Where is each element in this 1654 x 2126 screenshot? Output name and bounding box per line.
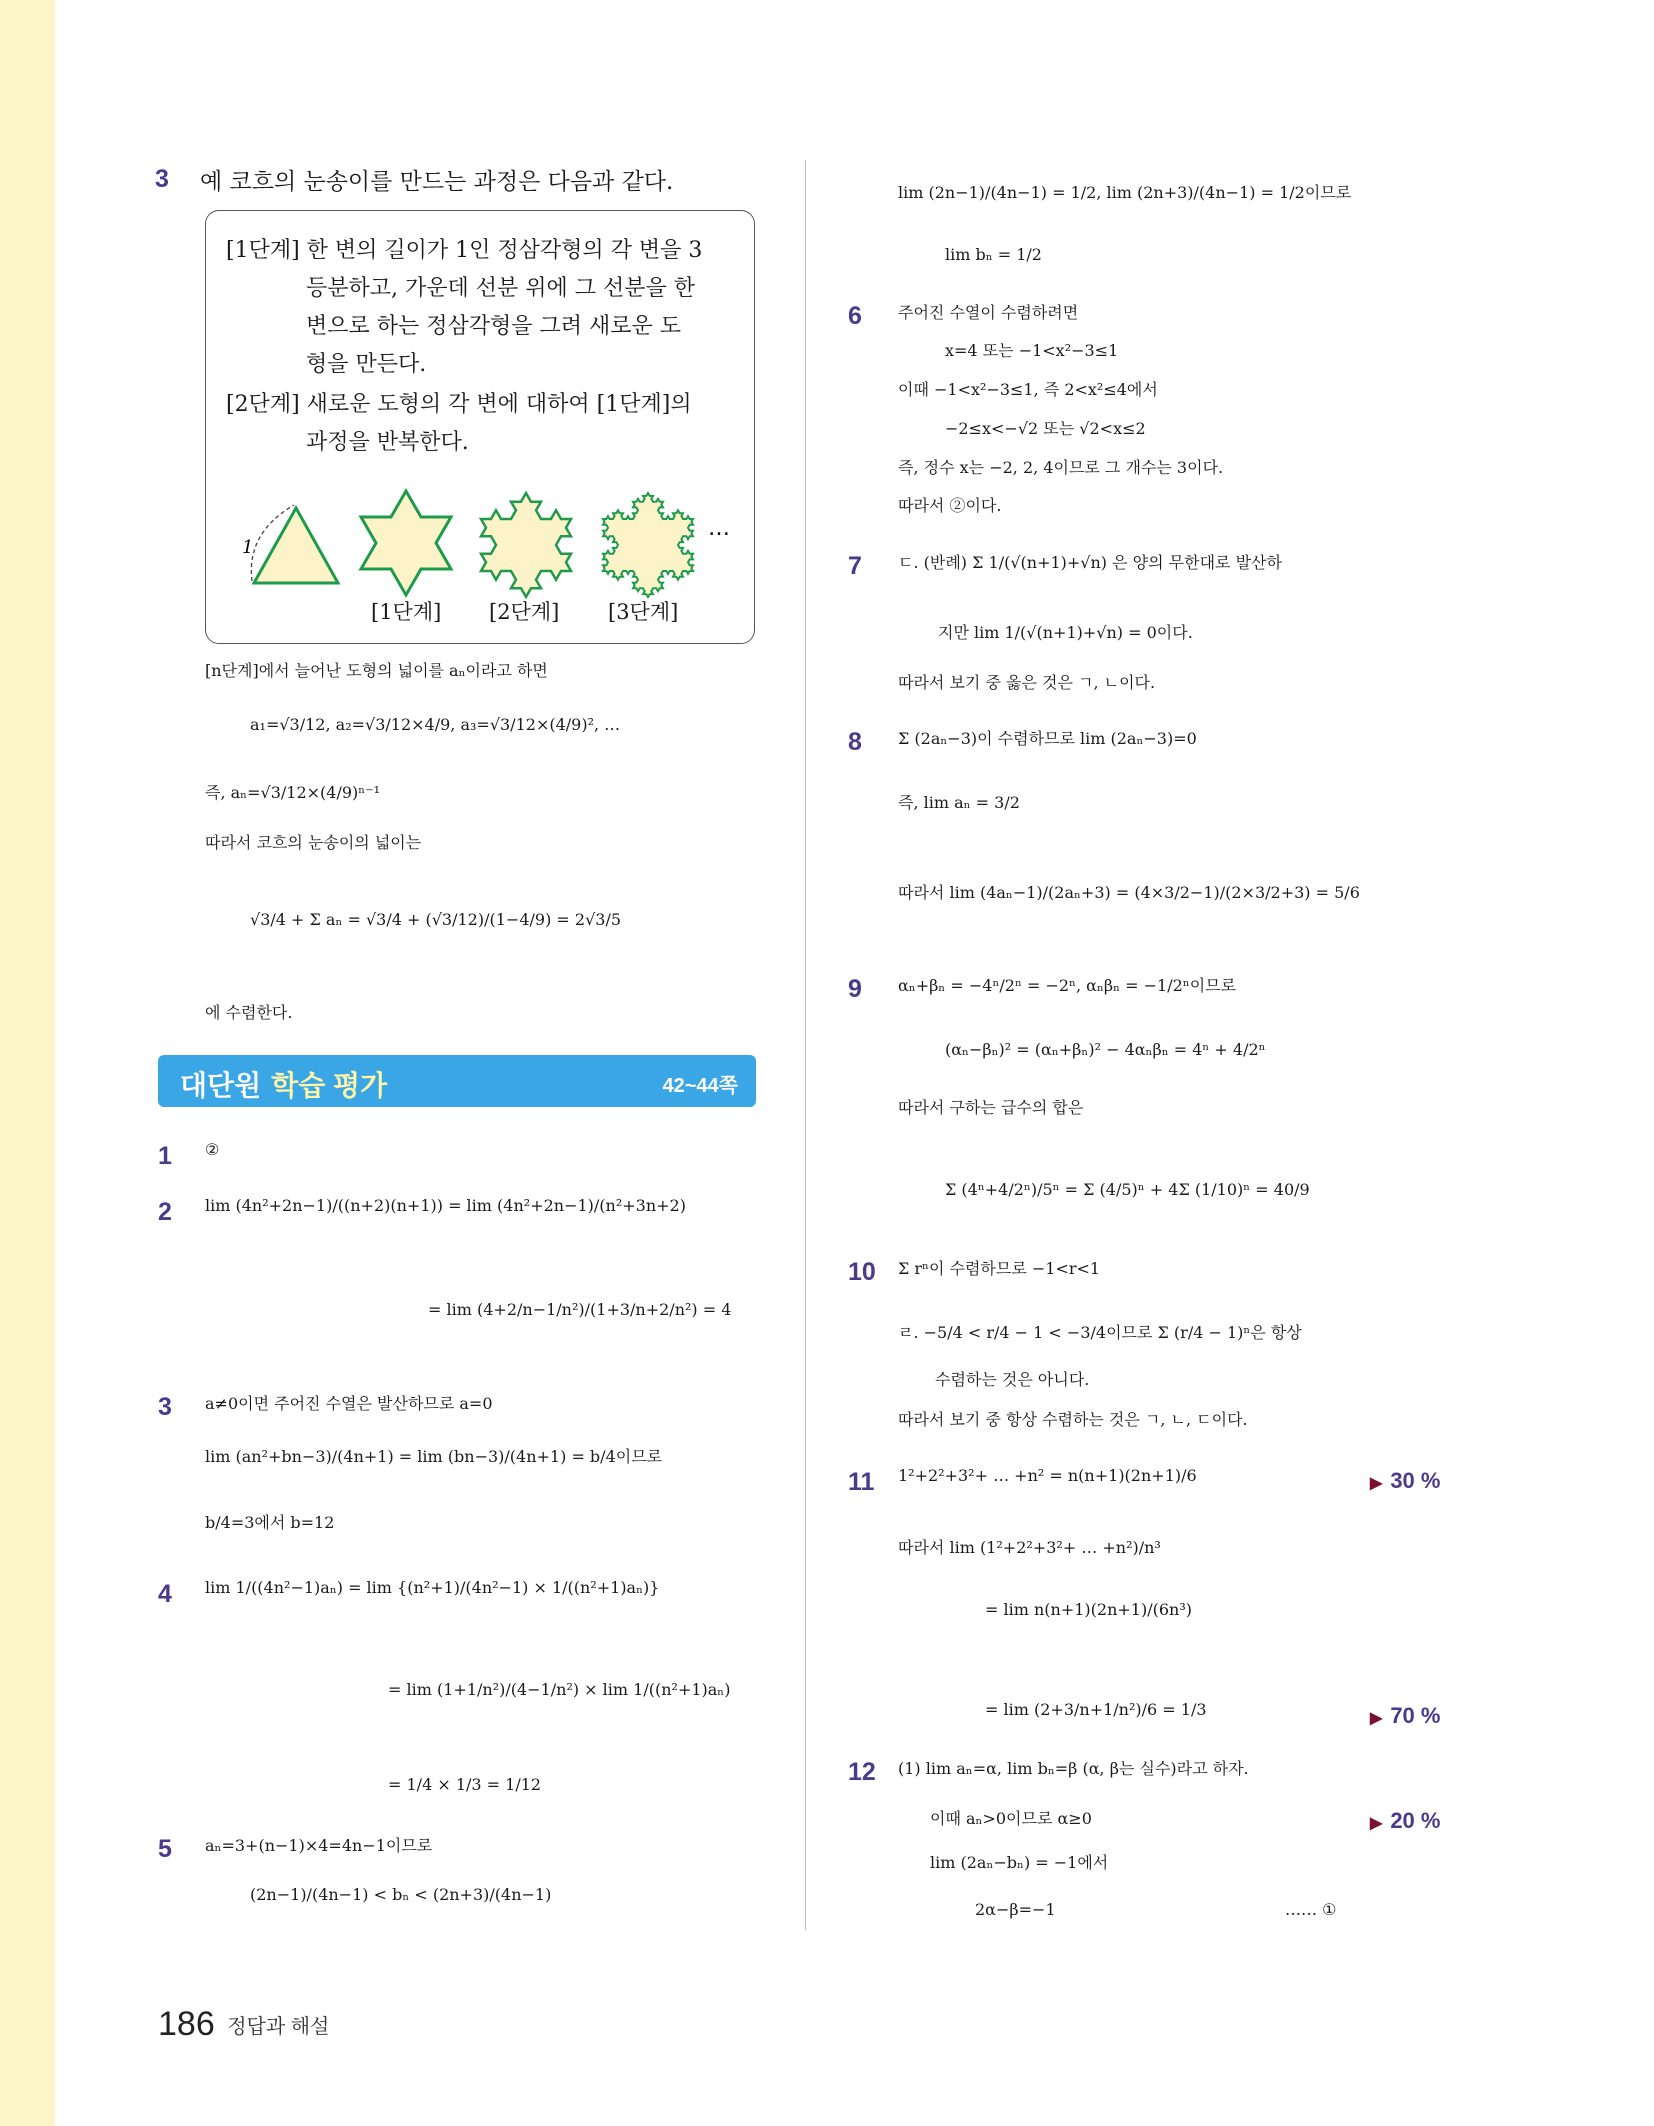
score-percent — [1370, 1808, 1440, 1834]
formula-line: = lim (2+3/n+1/n²)/6 = 1/3 — [985, 1700, 1207, 1719]
section-title — [180, 1064, 387, 1104]
box-line: 등분하고, 가운데 선분 위에 그 선분을 한 — [306, 276, 695, 301]
stage-label: [1단계] — [371, 600, 442, 624]
formula-line: lim bₙ = 1/2 — [945, 245, 1042, 264]
formula-line: Σ rⁿ이 수렴하므로 −1<r<1 — [898, 1259, 1101, 1278]
score-value: 70 % — [1390, 1703, 1441, 1728]
page-edge-strip — [0, 0, 55, 2126]
formula-line: = 1/4 × 1/3 = 1/12 — [388, 1775, 542, 1794]
formula-line: = lim (4+2/n−1/n²)/(1+3/n+2/n²) = 4 — [428, 1300, 732, 1319]
formula-line: lim (2n−1)/(4n−1) = 1/2, lim (2n+3)/(4n−1) = 1/2이므로 — [898, 183, 1352, 202]
triangle-marker-icon: ▶ — [1370, 1475, 1383, 1492]
text-line: 따라서 코흐의 눈송이의 넓이는 — [205, 833, 422, 852]
formula-line: lim (an²+bn−3)/(4n+1) = lim (bn−3)/(4n+1) = b/4이므로 — [205, 1447, 663, 1466]
formula-line: a₁=√3/12, a₂=√3/12×4/9, a₃=√3/12×(4/9)², … — [250, 715, 621, 734]
box-line: 형을 만든다. — [306, 352, 427, 377]
box-line: [1단계] 한 변의 길이가 1인 정삼각형의 각 변을 3 — [226, 238, 703, 263]
formula-line: = lim n(n+1)(2n+1)/(6n³) — [985, 1600, 1192, 1619]
box-line: [2단계] 새로운 도형의 각 변에 대하여 [1단계]의 — [226, 392, 692, 417]
section-header — [158, 1055, 756, 1107]
formula-line: x=4 또는 −1<x²−3≤1 — [945, 341, 1119, 360]
text-line: 에 수렴한다. — [205, 1003, 293, 1022]
text-line: 따라서 보기 중 옳은 것은 ㄱ, ㄴ이다. — [898, 673, 1156, 692]
problem-number: 9 — [848, 975, 862, 1003]
problem-text: 예 코흐의 눈송이를 만드는 과정은 다음과 같다. — [200, 169, 674, 195]
formula-line: αₙ+βₙ = −4ⁿ/2ⁿ = −2ⁿ, αₙβₙ = −1/2ⁿ이므로 — [898, 976, 1237, 995]
formula-line: aₙ=3+(n−1)×4=4n−1이므로 — [205, 1836, 433, 1855]
box-line: 과정을 반복한다. — [306, 430, 469, 455]
problem-number: 12 — [848, 1758, 876, 1786]
formula-line: √3/4 + Σ aₙ = √3/4 + (√3/12)/(1−4/9) = 2√3/5 — [250, 910, 622, 929]
formula-line: = lim (1+1/n²)/(4−1/n²) × lim 1/((n²+1)aₙ) — [388, 1680, 731, 1699]
score-percent — [1370, 1468, 1440, 1494]
answer-number: 5 — [158, 1835, 172, 1863]
koch-snowflake-figures — [216, 473, 736, 603]
star-icon — [361, 491, 451, 595]
problem-number: 8 — [848, 728, 862, 756]
koch-stage3-icon — [603, 493, 693, 597]
answer-number: 1 — [158, 1142, 172, 1170]
column-divider — [805, 160, 806, 1930]
formula-line: 따라서 lim (1²+2²+3²+ … +n²)/n³ — [898, 1538, 1161, 1557]
text-line: a≠0이면 주어진 수열은 발산하므로 a=0 — [205, 1394, 493, 1413]
text-line: 즉, 정수 x는 −2, 2, 4이므로 그 개수는 3이다. — [898, 458, 1224, 477]
answer-number: 3 — [158, 1393, 172, 1421]
triangle-icon — [254, 508, 338, 583]
ellipsis: … — [708, 516, 730, 541]
formula-line: ㄹ. −5/4 < r/4 − 1 < −3/4이므로 Σ (r/4 − 1)ⁿ은 항상 — [898, 1323, 1302, 1342]
formula-line: lim (2aₙ−bₙ) = −1에서 — [930, 1853, 1109, 1872]
formula-line: (2n−1)/(4n−1) < bₙ < (2n+3)/(4n−1) — [250, 1885, 552, 1904]
formula-line: −2≤x<−√2 또는 √2<x≤2 — [945, 419, 1146, 438]
formula-line: lim (4n²+2n−1)/((n+2)(n+1)) = lim (4n²+2n−1)/(n²+3n+2) — [205, 1196, 686, 1215]
text-line: 따라서 ②이다. — [898, 496, 1002, 515]
problem-number: 6 — [848, 302, 862, 330]
problem-number: 11 — [848, 1468, 875, 1496]
section-title-part: 대단원 — [180, 1070, 262, 1101]
box-line: 변으로 하는 정삼각형을 그려 새로운 도 — [306, 314, 681, 339]
text-line: 주어진 수열이 수렴하려면 — [898, 303, 1079, 322]
score-value: 30 % — [1390, 1468, 1441, 1493]
text-line: 따라서 구하는 급수의 합은 — [898, 1098, 1084, 1117]
section-pages: 42~44쪽 — [662, 1075, 738, 1097]
side-length-label: 1 — [242, 537, 254, 558]
koch-stage2-icon — [481, 493, 571, 597]
formula-line: lim 1/((4n²−1)aₙ) = lim {(n²+1)/(4n²−1) × 1/((n²+1)aₙ)} — [205, 1578, 660, 1597]
formula-line: Σ (2aₙ−3)이 수렴하므로 lim (2aₙ−3)=0 — [898, 729, 1197, 748]
formula-line: ㄷ. (반례) Σ 1/(√(n+1)+√n) 은 양의 무한대로 발산하 — [898, 553, 1282, 572]
stage-label: [3단계] — [608, 600, 679, 624]
formula-line: Σ (4ⁿ+4/2ⁿ)/5ⁿ = Σ (4/5)ⁿ + 4Σ (1/10)ⁿ = 40/9 — [945, 1180, 1310, 1199]
koch-process-box — [205, 210, 755, 644]
score-percent — [1370, 1703, 1440, 1729]
text-line: 수렴하는 것은 아니다. — [935, 1370, 1090, 1389]
formula-line: 지만 lim 1/(√(n+1)+√n) = 0이다. — [938, 623, 1193, 642]
formula-line: b/4=3에서 b=12 — [205, 1513, 335, 1532]
answer-number: 2 — [158, 1198, 172, 1226]
problem-number: 10 — [848, 1258, 876, 1286]
page-footer — [158, 2005, 329, 2044]
formula-line: 즉, lim aₙ = 3/2 — [898, 793, 1020, 812]
formula-line: (αₙ−βₙ)² = (αₙ+βₙ)² − 4αₙβₙ = 4ⁿ + 4/2ⁿ — [945, 1040, 1266, 1059]
equation-tag: …… ① — [1285, 1900, 1337, 1919]
stage-label: [2단계] — [489, 600, 560, 624]
formula-line: 따라서 lim (4aₙ−1)/(2aₙ+3) = (4×3/2−1)/(2×3/2+3) = 5/6 — [898, 883, 1360, 902]
formula-line: (1) lim aₙ=α, lim bₙ=β (α, β는 실수)라고 하자. — [898, 1759, 1249, 1778]
section-title-emphasis: 학습 평가 — [271, 1070, 388, 1101]
problem-number: 3 — [155, 165, 169, 193]
footer-label: 정답과 해설 — [227, 2016, 330, 2038]
score-value: 20 % — [1390, 1808, 1441, 1833]
triangle-marker-icon: ▶ — [1370, 1710, 1383, 1727]
text-line: 따라서 보기 중 항상 수렴하는 것은 ㄱ, ㄴ, ㄷ이다. — [898, 1410, 1248, 1429]
answer-number: 4 — [158, 1580, 172, 1608]
page-number: 186 — [158, 2005, 215, 2043]
formula-line: 즉, aₙ=√3/12×(4/9)ⁿ⁻¹ — [205, 783, 381, 802]
triangle-marker-icon: ▶ — [1370, 1815, 1383, 1832]
formula-line: 이때 aₙ>0이므로 α≥0 — [930, 1809, 1092, 1828]
formula-line: 1²+2²+3²+ … +n² = n(n+1)(2n+1)/6 — [898, 1466, 1197, 1485]
answer-text: ② — [205, 1140, 220, 1159]
formula-line: 2α−β=−1 — [975, 1900, 1056, 1919]
problem-number: 7 — [848, 552, 862, 580]
formula-line: 이때 −1<x²−3≤1, 즉 2<x²≤4에서 — [898, 380, 1158, 399]
text-line: [n단계]에서 늘어난 도형의 넓이를 aₙ이라고 하면 — [205, 661, 548, 680]
